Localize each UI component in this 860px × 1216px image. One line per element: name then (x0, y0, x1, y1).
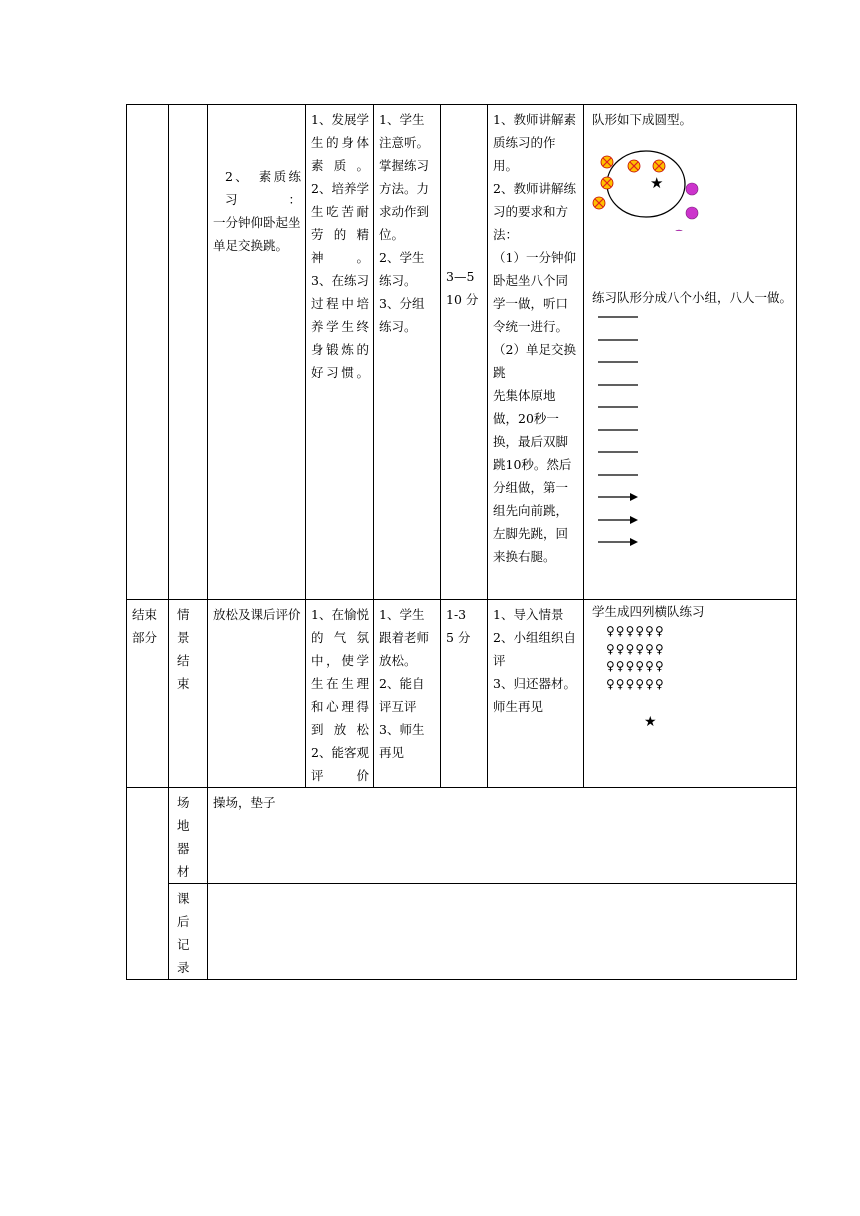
content-line: 一分钟仰卧起坐 (213, 215, 301, 230)
org-text: 学生成四列横队练习 (592, 604, 705, 619)
student-cell (374, 600, 441, 788)
goals-cell (306, 600, 374, 788)
student-item: 1、学生注意听。掌握练习方法。力求动作到位。 (379, 112, 430, 242)
student-item: 2、学生练习。 (379, 250, 425, 288)
lesson-plan-table (126, 104, 797, 980)
orange-marker (628, 160, 640, 172)
teacher-item: 1、导入情景 (493, 607, 564, 622)
org-text: 队形如下成圆型。 (592, 112, 693, 127)
goal-item: 3、在练习过程中培养学生终身锻炼的好习惯。 (311, 273, 369, 380)
goal-item: 1、发展学生的身体素质。 (311, 112, 369, 173)
arrow-icon (598, 516, 638, 524)
purple-marker (673, 230, 685, 231)
formation-row: ♀♀♀♀♀♀ (606, 676, 665, 691)
time-line: 3—5 (446, 269, 475, 284)
circle-ring (607, 151, 685, 217)
orange-marker-group (593, 156, 665, 231)
notes-label-cell: 课后记录 (169, 884, 208, 980)
time-line: 10 分 (446, 292, 479, 307)
time-cell (441, 105, 488, 600)
row-notes (127, 884, 797, 980)
purple-marker (686, 183, 698, 195)
organization-cell (584, 600, 797, 788)
time-cell (441, 600, 488, 788)
teacher-star-icon: ★ (644, 714, 657, 730)
notes-content-cell (208, 884, 797, 980)
part-cell-continued (127, 884, 169, 980)
teacher-star-icon: ★ (650, 174, 664, 192)
name-cell: 情景结束 (169, 600, 208, 788)
student-item: 2、能自评互评 (379, 676, 425, 714)
part-cell (127, 105, 169, 600)
org-text: 练习队形分成八个小组，八人一做。 (592, 290, 793, 305)
orange-marker (601, 156, 613, 168)
group-lines-diagram (594, 309, 654, 559)
orange-marker (601, 177, 613, 189)
teacher-item: （2）单足交换跳 (493, 342, 576, 380)
goal-item: 2、培养学生吃苦耐劳的精神。 (311, 181, 369, 265)
part-cell: 结束部分 (127, 600, 169, 788)
circle-formation-svg (592, 131, 792, 231)
goal-item: 1、在愉悦的气氛中，使学生在生理和心理得到放松 (311, 607, 369, 737)
line-formation (592, 623, 792, 693)
orange-marker (653, 160, 665, 172)
formation-row: ♀♀♀♀♀♀ (606, 659, 665, 673)
teacher-item: 2、小组组织自评 (493, 630, 576, 668)
purple-marker (686, 207, 698, 219)
goals-cell (306, 105, 374, 600)
formation-row: ♀♀♀♀♀♀ (606, 641, 665, 656)
content-cell (208, 105, 306, 600)
part-cell-continued (127, 788, 169, 884)
orange-marker (593, 197, 605, 209)
teacher-item: 先集体原地做，20秒一换，最后双脚跳10秒。然后分组做，第一组先向前跳，左脚先跳，回来换右腿。 (493, 388, 572, 564)
teacher-item: 1、教师讲解素质练习的作用。 (493, 112, 576, 173)
circle-formation-diagram (592, 131, 792, 231)
formation-row: ♀♀♀♀♀♀ (606, 624, 665, 638)
student-item: 3、分组练习。 (379, 296, 425, 334)
time-line: 5 分 (446, 630, 471, 645)
teacher-item: 3、归还器材。师生再见 (493, 676, 576, 714)
time-line: 1-3 (446, 607, 467, 622)
content-line: 2、 素质练习： (225, 169, 301, 207)
arrow-icon (598, 538, 638, 546)
teacher-cell (488, 105, 584, 600)
content-cell: 放松及课后评价 (208, 600, 306, 788)
row-ending-part (127, 600, 797, 788)
organization-cell (584, 105, 797, 600)
arrow-icon (598, 493, 638, 501)
teacher-item: 2、教师讲解练习的要求和方法： (493, 181, 576, 242)
student-cell (374, 105, 441, 600)
purple-marker-group (673, 183, 698, 231)
content-line: 单足交换跳。 (213, 238, 289, 253)
student-item: 1、学生跟着老师放松。 (379, 607, 430, 668)
student-item: 3、师生再见 (379, 722, 425, 760)
teacher-cell (488, 600, 584, 788)
teacher-item: （1）一分钟仰卧起坐八个同学一做，听口令统一进行。 (493, 250, 576, 334)
venue-content-cell: 操场，垫子 (208, 788, 797, 884)
row-venue (127, 788, 797, 884)
name-cell (169, 105, 208, 600)
row-quality-practice (127, 105, 797, 600)
goal-item: 2、能客观评价 (311, 745, 369, 783)
venue-label-cell: 场地器材 (169, 788, 208, 884)
